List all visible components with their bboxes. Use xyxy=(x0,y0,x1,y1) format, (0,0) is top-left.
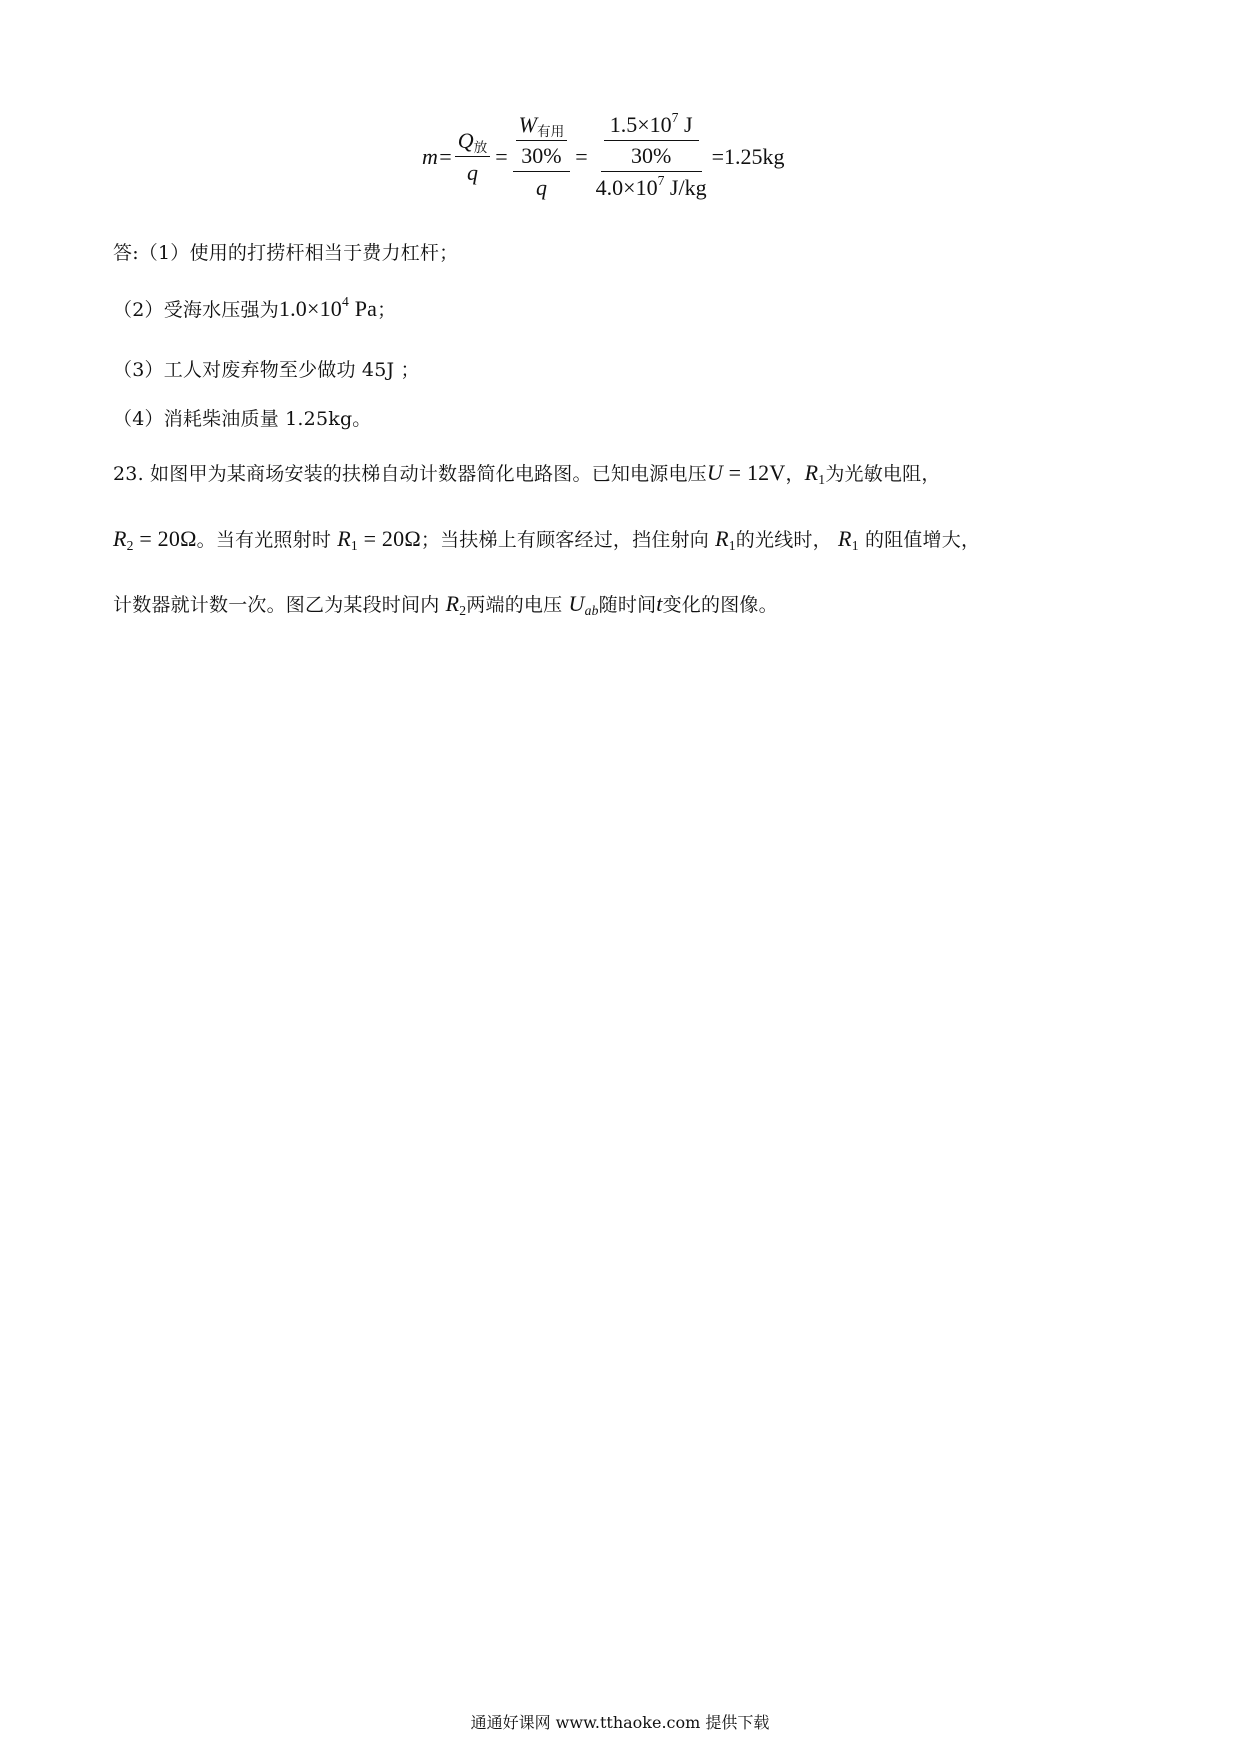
question-23-line-1: 23. 如图甲为某商场安装的扶梯自动计数器简化电路图。已知电源电压U = 12V，$R_1$为光敏电阻， xyxy=(113,460,941,487)
page-footer: 通通好课网 www.tthaoke.com 提供下载 xyxy=(470,1713,770,1732)
question-23-line-2: $R_2 = 20\Omega$。当有光照射时 $R_1 = 20\Omega$；当扶梯上有顾客经过，挡住射向 $R_1$的光线时， $R_1$ 的阻值增大， xyxy=(113,526,981,553)
fraction-w-over-q: $W_{有用}$ 30% q xyxy=(513,112,571,201)
answer-4: （4）消耗柴油质量 1.25kg。 xyxy=(113,408,372,430)
fraction-q-over-q: $\frac{Q_放}{q}$ xyxy=(455,128,491,186)
answer-1: 答:（1）使用的打捞杆相当于费力杠杆； xyxy=(113,242,459,264)
formula-result: =1.25kg xyxy=(711,143,785,169)
formula-lhs: m= xyxy=(422,143,453,169)
formula-mass: m= $\frac{Q_放}{q}$ = $W_{有用}$ 30% q = $1.5\times 10^7$ J 30% $4.0\times 10^7$ J/kg =1.25kg xyxy=(422,110,785,200)
answer-2: （2）受海水压强为$1.0\times 10^4$ Pa； xyxy=(113,294,397,321)
question-23-line-3: 计数器就计数一次。图乙为某段时间内 $R_2$两端的电压 $U_{ab}$随时间t变化的图像。 xyxy=(113,591,778,618)
answer-3: （3）工人对废弃物至少做功 45J ； xyxy=(113,359,420,381)
fraction-values: $1.5\times 10^7$ J 30% $4.0\times 10^7$ J/kg xyxy=(595,110,707,200)
